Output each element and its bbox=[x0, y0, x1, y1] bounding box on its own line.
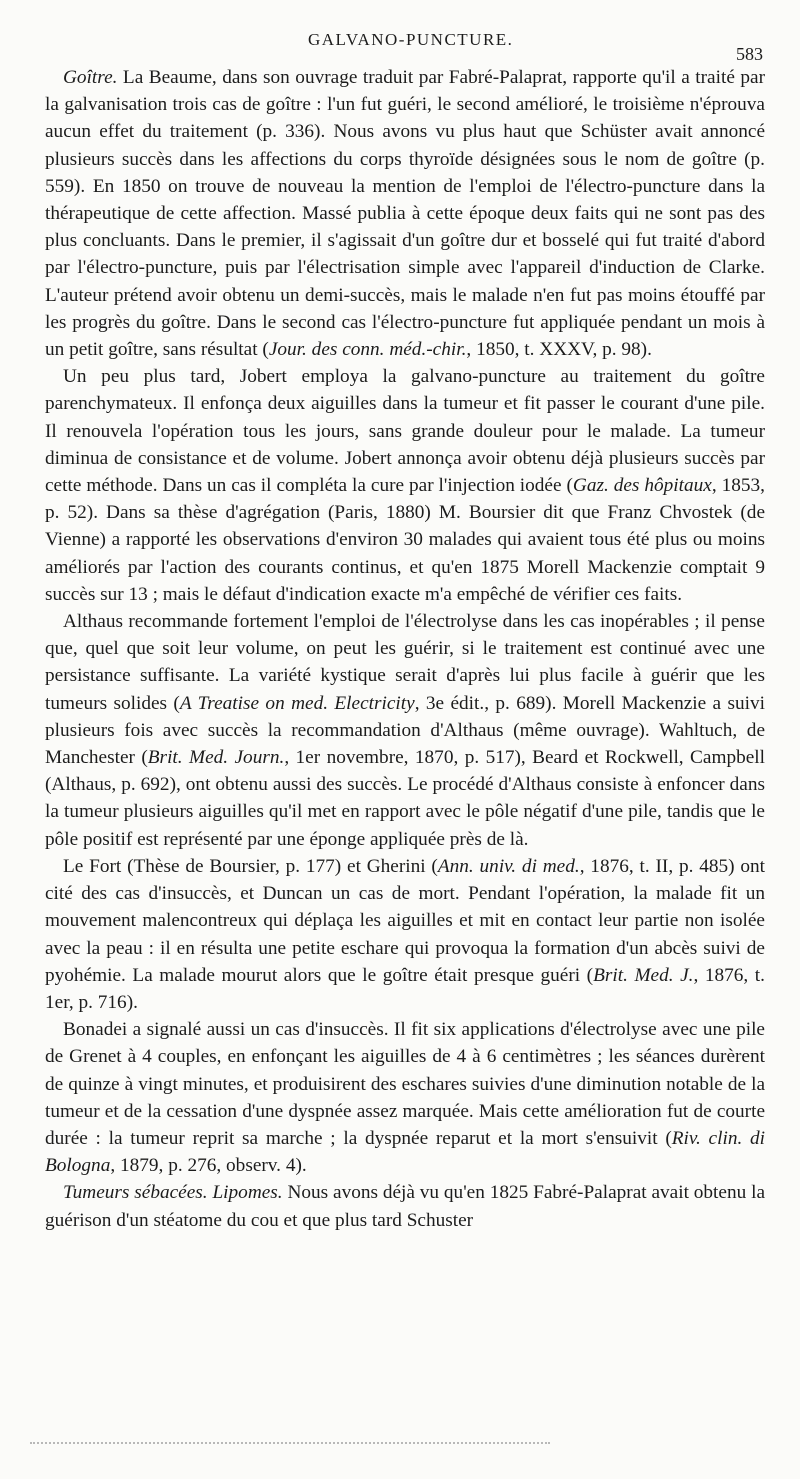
text-span: Gaz. des hôpitaux bbox=[572, 475, 712, 497]
text-span: Nous avons déjà vu qu'en 1825 Fabré-Palaprat avait obtenu la guérison d'un stéatome du cou et que plus tard Schuster bbox=[45, 1182, 765, 1231]
text-span: Jour. des conn. méd.-chir. bbox=[268, 339, 467, 361]
text-span: , 1850, t. XXXV, p. 98). bbox=[466, 339, 652, 361]
text-span: Brit. Med. J. bbox=[593, 964, 694, 986]
text-span: Le Fort (Thèse de Boursier, p. 177) et Gherini ( bbox=[63, 855, 438, 877]
text-span: , 1879, p. 276, observ. 4). bbox=[110, 1155, 307, 1177]
paragraph-althaus bbox=[45, 608, 765, 853]
running-title: GALVANO-PUNCTURE. bbox=[308, 30, 514, 49]
text-span: Bonadei a signalé aussi un cas d'insuccès. Il fit six applications d'électrolyse avec une pile de Grenet à 4 couples, en enfonçant les aiguilles de 4 à 6 centimètres ; les séances durèrent de quinze à vingt minutes, et produisirent des eschares suivies d'une diminution notable de la tumeur et de la cessation d'une dyspnée assez marquée. Mais cette amélioration fut de courte durée : la tumeur reprit sa marche ; la dyspnée reparut et la mort s'ensuivit ( bbox=[45, 1019, 765, 1149]
text-span: , 1876, t. 1er, p. 716). bbox=[45, 964, 765, 1013]
paragraph-tumeurs-sebacees bbox=[45, 1179, 765, 1233]
paragraph-le-fort bbox=[45, 853, 765, 1016]
paragraph-jobert bbox=[45, 363, 765, 608]
page-number: 583 bbox=[736, 44, 763, 64]
paragraph-goitre bbox=[45, 64, 765, 363]
text-span: , 1853, p. 52). Dans sa thèse d'agrégation (Paris, 1880) M. Boursier dit que Franz Chvostek (de Vienne) a rapporté les observations d'environ 30 malades qui avaient tous été plus ou moins améliorés par l'action des courants continus, et qu'en 1875 Morell Mackenzie comptait 9 succès sur 13 ; mais le défaut d'indication exacte m'a empêché de vérifier ces faits. bbox=[45, 475, 765, 605]
text-span: Ann. univ. di med. bbox=[437, 855, 580, 877]
body-text bbox=[45, 64, 765, 1234]
text-span: , 3e édit., p. 689). Morell Mackenzie a suivi plusieurs fois avec succès la recommandation d'Althaus (même ouvrage). Wahltuch, de Manchester ( bbox=[45, 692, 765, 769]
text-span: , 1876, t. II, p. 485) ont cité des cas d'insuccès, et Duncan un cas de mort. Pendant l'opération, la malade fit un mouvement malencontreux qui déplaça les aiguilles et mit en contact leur partie non isolée avec la peau : il en résulta une petite eschare qui provoqua la formation d'un abcès suivi de pyohémie. La malade mourut alors que le goître était presque guéri ( bbox=[45, 855, 765, 986]
text-span: , 1er novembre, 1870, p. 517), Beard et Rockwell, Campbell (Althaus, p. 692), ont obtenu aussi des succès. Le procédé d'Althaus consiste à enfoncer dans la tumeur plusieurs aiguilles qu'il met en rapport avec le pôle négatif d'une pile, tandis que le pôle positif est représenté par une éponge appliquée près de là. bbox=[45, 747, 766, 850]
text-span: A Treatise on med. Electricity bbox=[179, 692, 415, 714]
footer-dotted-rule bbox=[30, 1442, 550, 1444]
text-span: Goître. bbox=[63, 67, 118, 88]
text-span: Riv. clin. di Bologna bbox=[45, 1127, 765, 1177]
paragraph-bonadei bbox=[45, 1016, 765, 1179]
text-span: Althaus recommande fortement l'emploi de l'électrolyse dans les cas inopérables ; il pense que, quel que soit leur volume, on peut les guérir, si le traitement est continué avec une persistance suffisante. La variété kystique serait d'après lui plus facile à guérir que les tumeurs solides ( bbox=[45, 611, 765, 714]
text-span: Un peu plus tard, Jobert employa la galvano-puncture au traitement du goître parenchymateux. Il enfonça deux aiguilles dans la tumeur et fit passer le courant d'une pile. Il renouvela l'opération tous les jours, sans grande douleur pour le malade. La tumeur diminua de consistance et de volume. Jobert annonça avoir obtenu déjà plusieurs succès par cette méthode. Dans un cas il compléta la cure par l'injection iodée ( bbox=[45, 366, 765, 497]
text-span: Brit. Med. Journ. bbox=[147, 747, 285, 769]
text-span: Tumeurs sébacées. Lipomes. bbox=[63, 1182, 283, 1204]
text-span: La Beaume, dans son ouvrage traduit par Fabré-Palaprat, rapporte qu'il a traité par la galvanisation trois cas de goître : l'un fut guéri, le second amélioré, le troisième n'éprouva aucun effet du traitement (p. 336). Nous avons vu plus haut que Schüster avait annoncé plusieurs succès dans les affections du corps thyroïde désignées sous le nom de goître (p. 559). En 1850 on trouve de nouveau la mention de l'emploi de l'électro-puncture dans la thérapeutique de cette affection. Massé publia à cette époque deux faits qui ne sont pas des plus concluants. Dans le premier, il s'agissait d'un goître dur et bosselé qui fut traité d'abord par l'électro-puncture, puis par l'électrisation simple avec l'appareil d'induction de Clarke. L'auteur prétend avoir obtenu un demi-succès, mais le malade n'en fut pas moins étouffé par les progrès du goître. Dans le second cas l'électro-puncture fut appliquée pendant un mois à un petit goître, sans résultat ( bbox=[45, 67, 765, 361]
